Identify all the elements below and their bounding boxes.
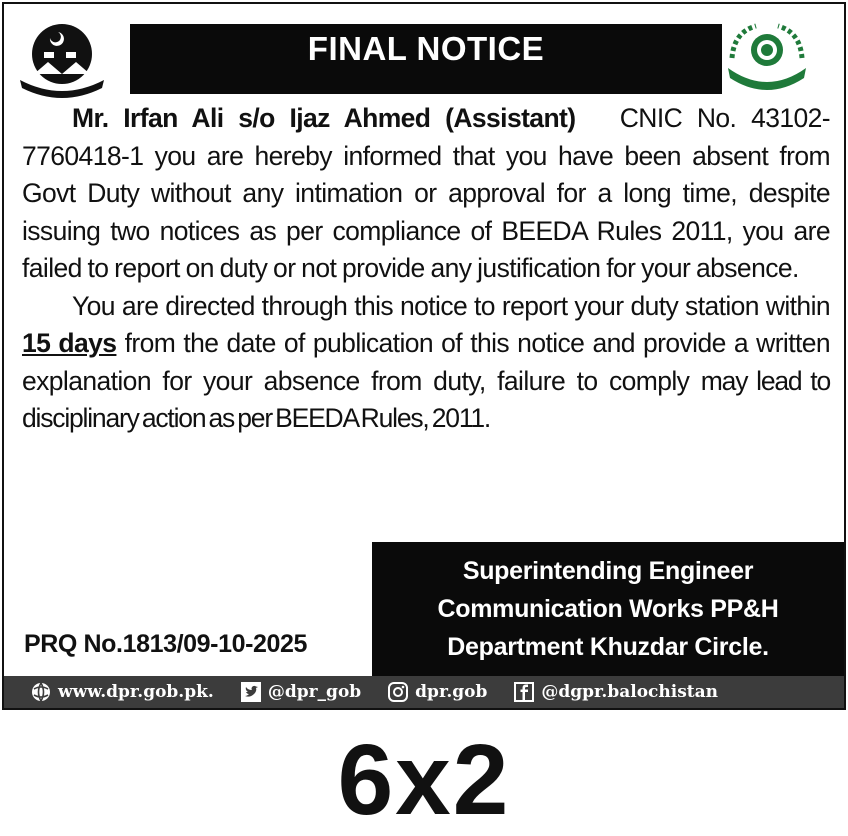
- twitter-icon: [240, 681, 262, 703]
- notice-body: [22, 100, 830, 438]
- dgpr-balochistan-emblem-icon: [722, 18, 812, 98]
- balochistan-government-emblem-icon: [14, 18, 110, 98]
- instagram-handle: dpr.gob: [415, 682, 488, 702]
- paragraph-2-end: may lead to disciplinary action as per BEEDA Rules, 2011.: [22, 365, 831, 433]
- signatory-line-3: Department Khuzdar Circle.: [447, 633, 769, 661]
- footer-website[interactable]: [30, 681, 214, 703]
- ad-size-label: 6x2: [337, 724, 511, 836]
- notice-frame: [2, 2, 846, 710]
- facebook-icon: [513, 681, 535, 703]
- paragraph-2-middle: from the date of publication of this notice and provide a written explanation for your absence from duty, failure to comply: [22, 328, 831, 396]
- addressee-name: Mr. Irfan Ali s/o Ijaz Ahmed (Assistant): [72, 103, 576, 133]
- globe-icon: [30, 681, 52, 703]
- deadline-emphasis: 15 days: [22, 328, 117, 358]
- signatory-line-2: Communication Works PP&H: [437, 595, 779, 623]
- facebook-handle: @dgpr.balochistan: [541, 682, 719, 702]
- footer-twitter[interactable]: [240, 681, 361, 703]
- paragraph-1: [22, 100, 830, 288]
- paragraph-2: [22, 288, 830, 438]
- signatory-block: [372, 542, 844, 676]
- footer-facebook[interactable]: [513, 681, 718, 703]
- footer-bar: [4, 676, 844, 708]
- website-text: www.dpr.gob.pk.: [58, 682, 214, 702]
- paragraph-1-text: CNIC No. 43102-7760418-1 you are hereby informed that you have been absent from Govt Duty without any intimation or approval for a long time, despite issuing two notices as per compliance of BEEDA Rules 2011, you are failed to report on duty or not provide any justification for your absence.: [22, 103, 830, 283]
- footer-instagram[interactable]: [387, 681, 487, 703]
- notice-title: FINAL NOTICE: [130, 24, 722, 94]
- signatory-line-1: Superintending Engineer: [462, 557, 754, 585]
- prq-reference: PRQ No.1813/09-10-2025: [24, 630, 308, 658]
- paragraph-2-start: You are directed through this notice to report your duty station within: [72, 290, 830, 321]
- instagram-icon: [387, 681, 409, 703]
- twitter-handle: @dpr_gob: [267, 682, 362, 702]
